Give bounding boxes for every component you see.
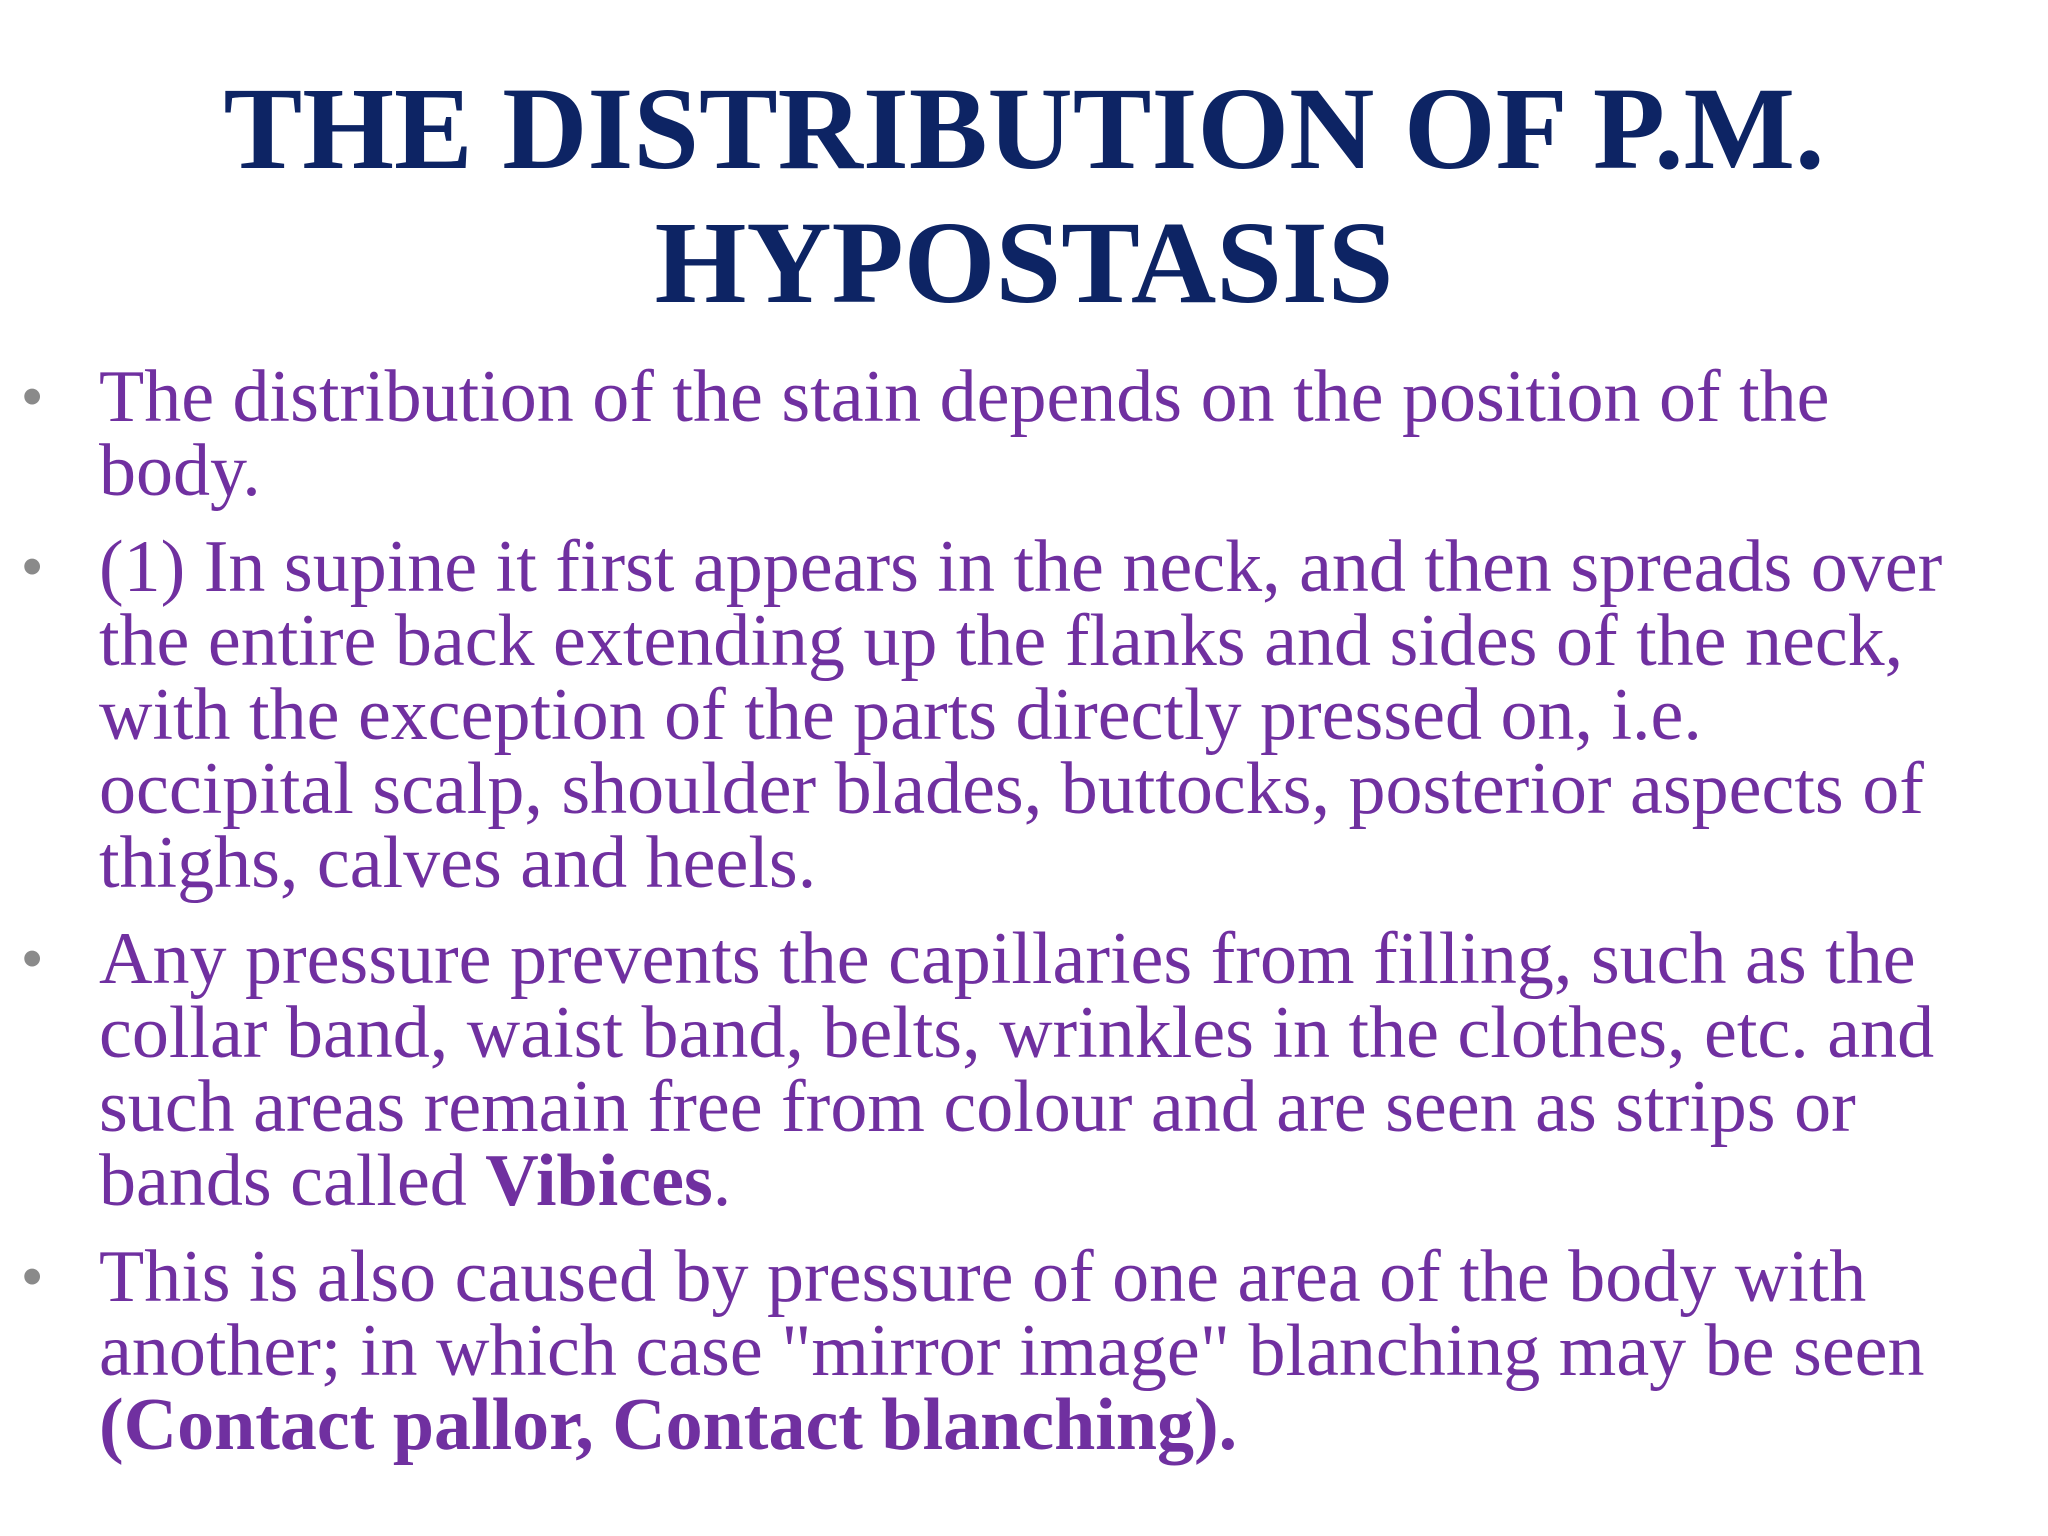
bullet-1-line-1: The distribution of the stain depends on the position of the	[99, 356, 1830, 438]
bullet-4-line-3-prefix: (	[99, 1384, 124, 1466]
bullet-1-line-2: body.	[99, 430, 261, 512]
term-contact-pallor: Contact pallor, Contact blanching).	[123, 1384, 1238, 1466]
bullet-2-line-2: the entire back extending up the flanks and sides of the neck,	[99, 600, 1904, 682]
bullet-dot-icon: •	[22, 364, 43, 429]
title-line-1: THE DISTRIBUTION OF P.M.	[223, 63, 1825, 194]
bullet-2-line-4: occipital scalp, shoulder blades, buttocks, posterior aspects of	[99, 748, 1924, 830]
bullet-2-line-3: with the exception of the parts directly pressed on, i.e.	[99, 674, 1702, 756]
bullet-3-line-4-suffix: .	[712, 1140, 732, 1222]
bullet-dot-icon: •	[22, 926, 43, 991]
bullet-3-line-4-prefix: bands called	[99, 1140, 486, 1222]
bullet-item-4	[0, 1236, 2048, 1466]
bullet-item-2	[0, 526, 2048, 904]
bullet-dot-icon: •	[22, 1244, 43, 1309]
bullet-2-line-5: thighs, calves and heels.	[99, 822, 817, 904]
bullet-3-line-1: Any pressure prevents the capillaries from filling, such as the	[99, 918, 1916, 1000]
bullet-3-line-2: collar band, waist band, belts, wrinkles in the clothes, etc. and	[99, 992, 1935, 1074]
bullet-item-3	[0, 918, 2048, 1222]
title-line-2: HYPOSTASIS	[654, 197, 1394, 328]
bullet-4-line-2: another; in which case "mirror image" blanching may be seen	[99, 1310, 1925, 1392]
bullet-item-1	[0, 356, 2048, 512]
bullet-3-line-3: such areas remain free from colour and are seen as strips or	[99, 1066, 1856, 1148]
bullet-2-line-1: (1) In supine it first appears in the neck, and then spreads over	[99, 526, 1943, 608]
bullet-dot-icon: •	[22, 534, 43, 599]
bullet-3-line-4	[99, 1140, 2048, 1222]
bullet-4-line-3	[99, 1384, 2048, 1466]
bullet-list	[0, 356, 2048, 1484]
bullet-4-line-1: This is also caused by pressure of one area of the body with	[99, 1236, 1867, 1318]
slide-title	[0, 62, 2048, 330]
term-vibices: Vibices	[485, 1140, 713, 1222]
